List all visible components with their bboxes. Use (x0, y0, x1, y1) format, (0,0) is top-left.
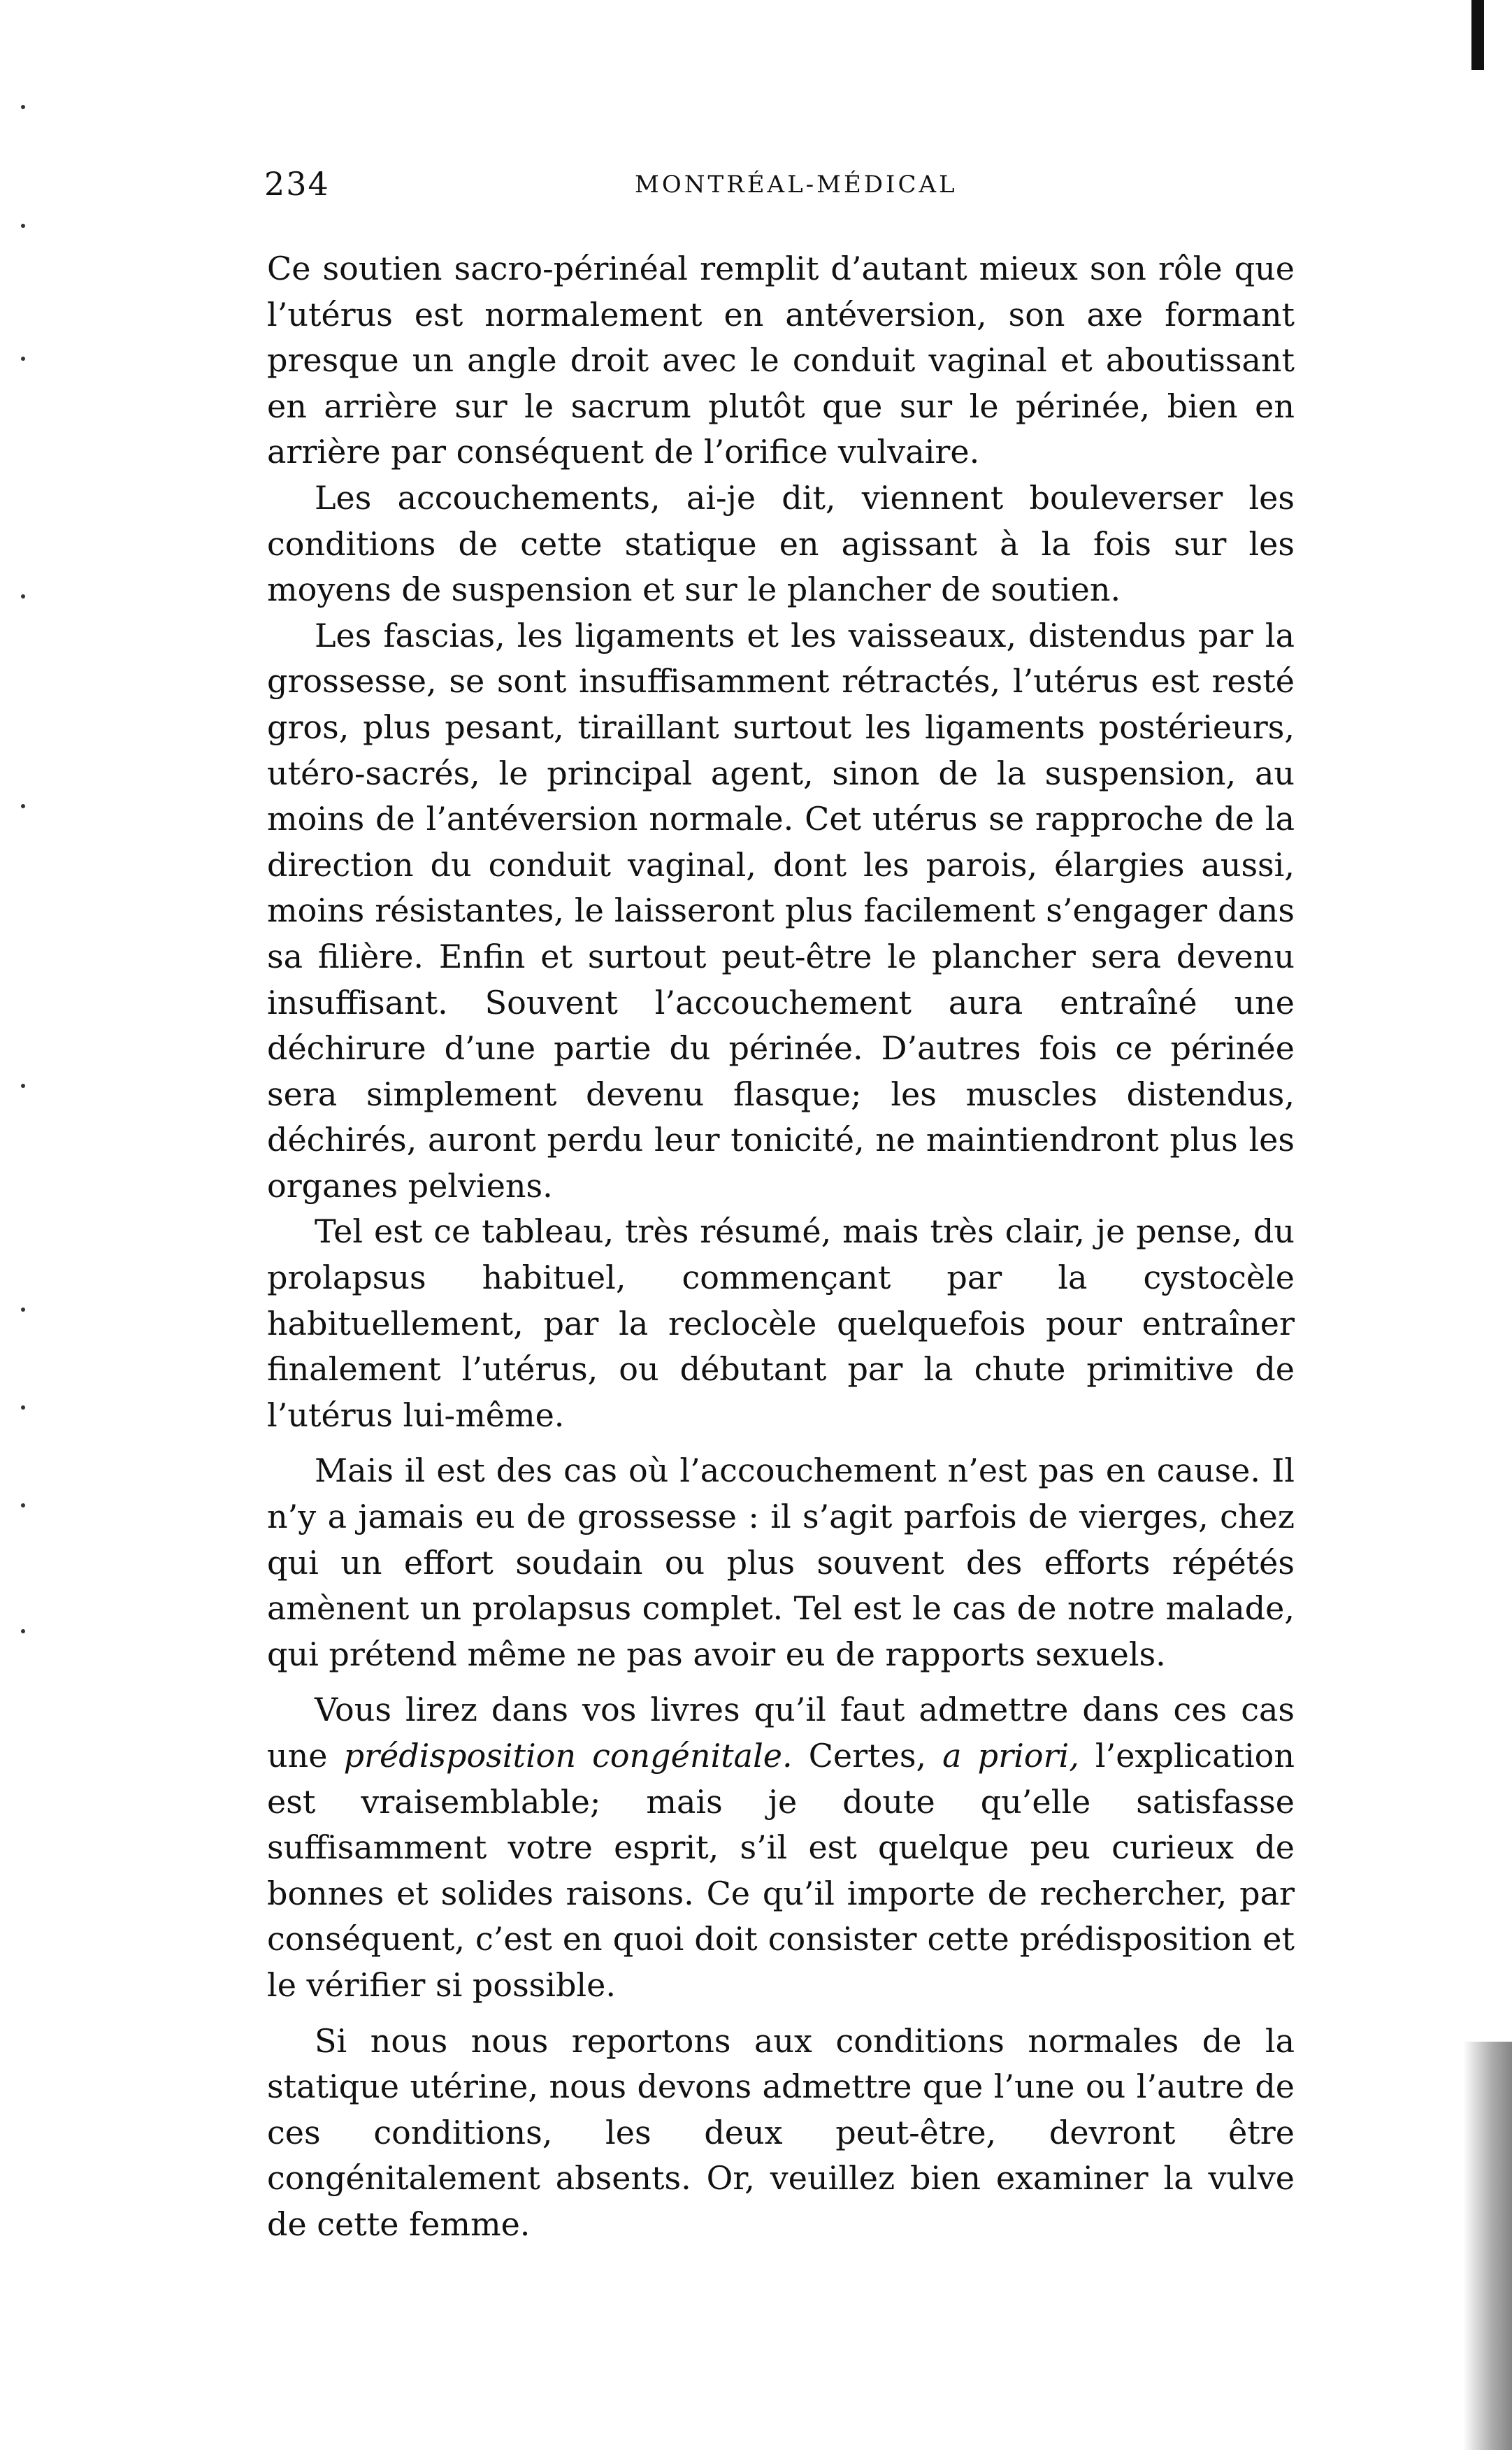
paragraph-text: l’explication est vraisemblable; mais je doute qu’elle satisfasse suffisamment votre esprit, s’il est quelque peu curieux de bonnes et solides raisons. Ce qu’il importe de rechercher, par conséquent, c’est en quoi doit consister cette prédisposition et le vérifier si possible. (267, 1737, 1295, 2004)
paragraph: Les accouchements, ai-je dit, viennent bouleverser les conditions de cette statique en agissant à la fois sur les moyens de suspension et sur le plancher de soutien. (267, 478, 1295, 609)
italic-term: prédisposition congénitale. (343, 1737, 793, 1775)
paragraph (267, 1687, 1295, 2008)
margin-specks (14, 63, 42, 1671)
body-text (267, 246, 1295, 2248)
page-header (264, 165, 1299, 214)
scan-edge-shadow (1463, 2042, 1512, 2450)
paragraph: Mais il est des cas où l’accouchement n’est pas en cause. Il n’y a jamais eu de grossesse : il s’agit parfois de vierges, chez qui un effort soudain ou plus souvent des efforts répétés amènent un prolapsus complet. Tel est le cas de notre malade, qui prétend même ne pas avoir eu de rapports sexuels. (267, 1452, 1295, 1673)
paragraph: Si nous nous reportons aux conditions normales de la statique utérine, nous devons admettre que l’une ou l’autre de ces conditions, les deux peut-être, devront être congénitalement absents. Or, veuillez bien examiner la vulve de cette femme. (267, 2021, 1295, 2243)
paragraph: Ce soutien sacro-périnéal remplit d’autant mieux son rôle que l’utérus est normalement en antéversion, son axe formant presque un angle droit avec le conduit vaginal et aboutissant en arrière sur le sacrum plutôt que sur le périnée, bien en arrière par conséquent de l’orifice vulvaire. (267, 250, 1295, 471)
paragraph-text: Certes, (792, 1737, 943, 1775)
running-head: MONTRÉAL-MÉDICAL (635, 171, 958, 199)
scan-edge-mark (1471, 0, 1484, 70)
paragraph: Tel est ce tableau, très résumé, mais très clair, je pense, du prolapsus habituel, commençant par la cystocèle habituellement, par la reclocèle quelquefois pour entraîner finalement l’utérus, ou débutant par la chute primitive de l’utérus lui-même. (267, 1212, 1295, 1434)
paragraph: Les fascias, les ligaments et les vaisseaux, distendus par la grossesse, se sont insuffisamment rétractés, l’utérus est resté gros, plus pesant, tiraillant surtout les ligaments postérieurs, utéro-sacrés, le principal agent, sinon de la suspension, au moins de l’antéversion normale. Cet utérus se rapproche de la direction du conduit vaginal, dont les parois, élargies aussi, moins résistantes, le laisseront plus facilement s’engager dans sa filière. Enfin et surtout peut-être le plancher sera devenu insuffisant. Souvent l’accouchement aura entraîné une déchirure d’une partie du périnée. D’autres fois ce périnée sera simplement devenu flasque; les muscles distendus, déchirés, auront perdu leur tonicité, ne maintiendront plus les organes pelviens. (267, 616, 1295, 1205)
italic-term: a priori, (942, 1737, 1079, 1775)
page-number: 234 (264, 165, 330, 203)
paragraph-text: Vous lirez dans vos livres qu’il faut admettre dans ces cas une (267, 1691, 1295, 1775)
